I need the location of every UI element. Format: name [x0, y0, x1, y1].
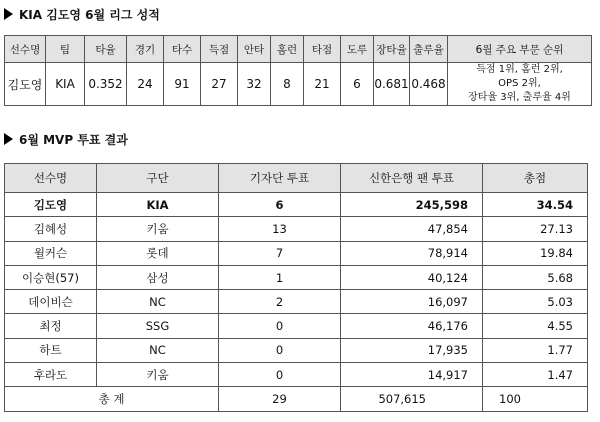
cell: 46,176 — [341, 314, 483, 338]
cell: 1.47 — [483, 363, 588, 387]
header-cell: 기자단 투표 — [219, 164, 341, 193]
table-row — [5, 338, 588, 362]
header-cell: 장타율 — [374, 36, 410, 63]
cell: 데이비슨 — [5, 290, 97, 314]
header-cell: 팀 — [46, 36, 85, 63]
cell: 17,935 — [341, 338, 483, 362]
cell: 0 — [219, 363, 341, 387]
cell: 13 — [219, 217, 341, 241]
rank-cell — [448, 63, 592, 106]
header-cell: 타점 — [304, 36, 341, 63]
cell: 4.55 — [483, 314, 588, 338]
table-header-row — [5, 164, 588, 193]
cell: 1 — [219, 265, 341, 289]
cell: 6 — [341, 63, 374, 106]
table-row — [5, 217, 588, 241]
triangle-bullet-icon — [4, 8, 13, 20]
cell: 김도영 — [5, 63, 46, 106]
table-row — [5, 63, 592, 106]
cell: NC — [97, 338, 219, 362]
cell: 21 — [304, 63, 341, 106]
cell: 7 — [219, 241, 341, 265]
cell: 윌커슨 — [5, 241, 97, 265]
table-row — [5, 241, 588, 265]
cell: 키움 — [97, 217, 219, 241]
header-cell: 신한은행 팬 투표 — [341, 164, 483, 193]
cell: 29 — [219, 387, 341, 411]
table-row — [5, 314, 588, 338]
cell: 16,097 — [341, 290, 483, 314]
total-row — [5, 387, 588, 411]
section2-title: 6월 MVP 투표 결과 — [4, 131, 128, 148]
header-cell: 도루 — [341, 36, 374, 63]
cell: 롯데 — [97, 241, 219, 265]
table-row — [5, 265, 588, 289]
cell: 김혜성 — [5, 217, 97, 241]
header-cell: 타율 — [85, 36, 127, 63]
cell: 최정 — [5, 314, 97, 338]
header-cell: 경기 — [127, 36, 164, 63]
cell: 김도영 — [5, 193, 97, 217]
cell: 0.352 — [85, 63, 127, 106]
table-row — [5, 363, 588, 387]
cell: 후라도 — [5, 363, 97, 387]
cell: 19.84 — [483, 241, 588, 265]
header-cell: 선수명 — [5, 36, 46, 63]
league-stats-table — [4, 35, 592, 106]
header-cell: 선수명 — [5, 164, 97, 193]
cell: 2 — [219, 290, 341, 314]
rank-line: 득점 1위, 홈런 2위, — [476, 64, 563, 75]
cell: SSG — [97, 314, 219, 338]
cell: 34.54 — [483, 193, 588, 217]
cell: 0 — [219, 314, 341, 338]
header-cell: 안타 — [238, 36, 271, 63]
cell: 40,124 — [341, 265, 483, 289]
cell: 6 — [219, 193, 341, 217]
header-cell: 홈런 — [271, 36, 304, 63]
header-cell: 출루율 — [410, 36, 448, 63]
header-cell: 타수 — [164, 36, 201, 63]
table-row — [5, 290, 588, 314]
cell: 이승현(57) — [5, 265, 97, 289]
mvp-vote-table — [4, 163, 588, 412]
cell: 1.77 — [483, 338, 588, 362]
cell: 0.468 — [410, 63, 448, 106]
header-cell: 구단 — [97, 164, 219, 193]
cell: 14,917 — [341, 363, 483, 387]
cell: 0.681 — [374, 63, 410, 106]
cell: 27.13 — [483, 217, 588, 241]
total-label: 총 계 — [5, 387, 219, 411]
cell: 0 — [219, 338, 341, 362]
triangle-bullet-icon — [4, 133, 13, 145]
cell: 245,598 — [341, 193, 483, 217]
rank-line: OPS 2위, — [498, 78, 541, 89]
cell: 하트 — [5, 338, 97, 362]
cell: 91 — [164, 63, 201, 106]
header-cell: 득점 — [201, 36, 238, 63]
cell: 100 — [483, 387, 588, 411]
header-cell: 6월 주요 부문 순위 — [448, 36, 592, 63]
cell: 5.68 — [483, 265, 588, 289]
cell: 24 — [127, 63, 164, 106]
header-cell: 총점 — [483, 164, 588, 193]
cell: 8 — [271, 63, 304, 106]
cell: 507,615 — [341, 387, 483, 411]
rank-line: 장타율 3위, 출루율 4위 — [468, 92, 571, 103]
cell: 32 — [238, 63, 271, 106]
cell: 키움 — [97, 363, 219, 387]
cell: KIA — [97, 193, 219, 217]
cell: 47,854 — [341, 217, 483, 241]
cell: KIA — [46, 63, 85, 106]
section1-title: KIA 김도영 6월 리그 성적 — [4, 6, 160, 23]
cell: 5.03 — [483, 290, 588, 314]
cell: 27 — [201, 63, 238, 106]
table-header-row — [5, 36, 592, 63]
cell: 삼성 — [97, 265, 219, 289]
table-row — [5, 193, 588, 217]
cell: NC — [97, 290, 219, 314]
cell: 78,914 — [341, 241, 483, 265]
